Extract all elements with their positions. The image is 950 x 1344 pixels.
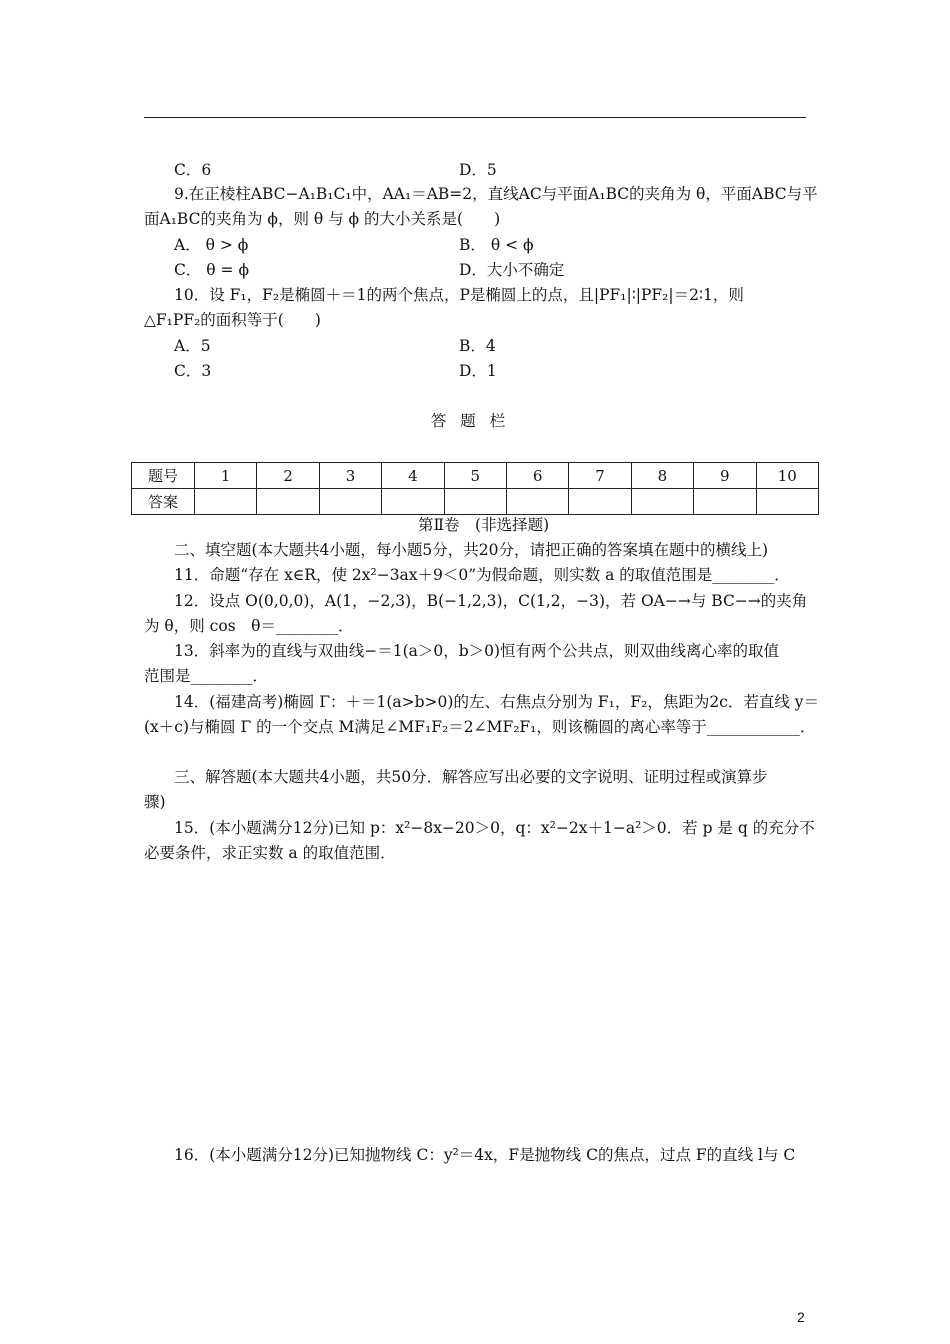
q10-text-line1: 10．设 F₁，F₂是椭圆＋＝1的两个焦点，P是椭圆上的点，且|PF₁|∶|PF₂|＝2∶1，则 xyxy=(174,286,744,304)
answer-cell[interactable] xyxy=(195,489,257,515)
question-number-cell: 6 xyxy=(506,463,568,489)
answer-table-answer-row xyxy=(132,489,819,515)
q10-option-c: C．3 xyxy=(174,362,212,380)
section3-heading-line1: 三、解答题(本大题共4小题，共50分．解答应写出必要的文字说明、证明过程或演算步 xyxy=(174,768,768,786)
question-number-cell: 10 xyxy=(756,463,818,489)
q14-text-line2: (x＋c)与椭圆 Γ 的一个交点 M满足∠MF₁F₂＝2∠MF₂F₁，则该椭圆的离心率等于____________． xyxy=(144,718,816,736)
answer-cell[interactable] xyxy=(506,489,568,515)
answer-cell[interactable] xyxy=(257,489,319,515)
question-number-cell: 7 xyxy=(569,463,631,489)
part2-heading: 第Ⅱ卷 (非选择题) xyxy=(418,516,550,534)
answer-table xyxy=(131,462,819,515)
answer-cell[interactable] xyxy=(694,489,756,515)
question-number-cell: 5 xyxy=(444,463,506,489)
question-number-cell: 3 xyxy=(319,463,381,489)
question-number-cell: 8 xyxy=(631,463,693,489)
answer-cell[interactable] xyxy=(631,489,693,515)
answer-bar-title: 答题栏 xyxy=(430,412,520,430)
question-number-cell: 2 xyxy=(257,463,319,489)
q9-text-line2: 面A₁BC的夹角为 ϕ，则 θ 与 ϕ 的大小关系是( ) xyxy=(144,210,501,228)
q9-option-b: B． θ < ϕ xyxy=(459,236,534,254)
q10-option-b: B．4 xyxy=(459,337,496,355)
q12-text-line1: 12．设点 O(0,0,0)，A(1，−2,3)，B(−1,2,3)，C(1,2，−3)，若 OA−→与 BC−→的夹角 xyxy=(174,592,808,610)
q10-option-d: D．1 xyxy=(459,362,497,380)
header-label-cell: 题号 xyxy=(132,463,195,489)
answer-cell[interactable] xyxy=(319,489,381,515)
q9-option-d: D．大小不确定 xyxy=(459,261,565,279)
answer-table-header-row xyxy=(132,463,819,489)
q8-option-d: D．5 xyxy=(459,161,497,179)
section3-heading-line2: 骤) xyxy=(144,793,166,811)
q9-option-a: A． θ > ϕ xyxy=(174,236,249,254)
header-rule xyxy=(144,117,806,118)
answer-cell[interactable] xyxy=(569,489,631,515)
q14-text-line1: 14．(福建高考)椭圆 Γ：＋＝1(a>b>0)的左、右焦点分别为 F₁，F₂，焦距为2c．若直线 y＝ xyxy=(174,693,820,711)
q15-text-line2: 必要条件，求正实数 a 的取值范围． xyxy=(144,844,396,862)
q9-option-c: C． θ = ϕ xyxy=(174,261,250,279)
q15-text-line1: 15．(本小题满分12分)已知 p：x²−8x−20＞0，q：x²−2x＋1−a²＞0．若 p 是 q 的充分不 xyxy=(174,819,815,837)
q10-option-a: A．5 xyxy=(174,337,211,355)
q8-option-c: C．6 xyxy=(174,161,212,179)
q11-text: 11．命题“存在 x∈R，使 2x²−3ax＋9＜0”为假命题，则实数 a 的取值范围是________． xyxy=(174,566,790,584)
q10-text-line2: △F₁PF₂的面积等于( ) xyxy=(144,311,321,329)
answer-cell[interactable] xyxy=(756,489,818,515)
question-number-cell: 1 xyxy=(195,463,257,489)
page-number: 2 xyxy=(797,1309,805,1325)
q9-text-line1: 9.在正棱柱ABC−A₁B₁C₁中，AA₁＝AB=2，直线AC与平面A₁BC的夹角为 θ，平面ABC与平 xyxy=(174,185,818,203)
q13-text-line1: 13．斜率为的直线与双曲线−＝1(a＞0，b＞0)恒有两个公共点，则双曲线离心率的取值 xyxy=(174,642,780,660)
section2-heading: 二、填空题(本大题共4小题，每小题5分，共20分，请把正确的答案填在题中的横线上) xyxy=(174,541,769,559)
q13-text-line2: 范围是________． xyxy=(144,667,269,685)
question-number-cell: 9 xyxy=(694,463,756,489)
answer-cell[interactable] xyxy=(382,489,444,515)
question-number-cell: 4 xyxy=(382,463,444,489)
answer-label-cell: 答案 xyxy=(132,489,195,515)
answer-cell[interactable] xyxy=(444,489,506,515)
q16-text-line1: 16．(本小题满分12分)已知抛物线 C：y²＝4x，F是抛物线 C的焦点，过点 F的直线 l与 C xyxy=(174,1146,796,1164)
q12-text-line2: 为 θ，则 cos θ＝________． xyxy=(144,617,354,635)
